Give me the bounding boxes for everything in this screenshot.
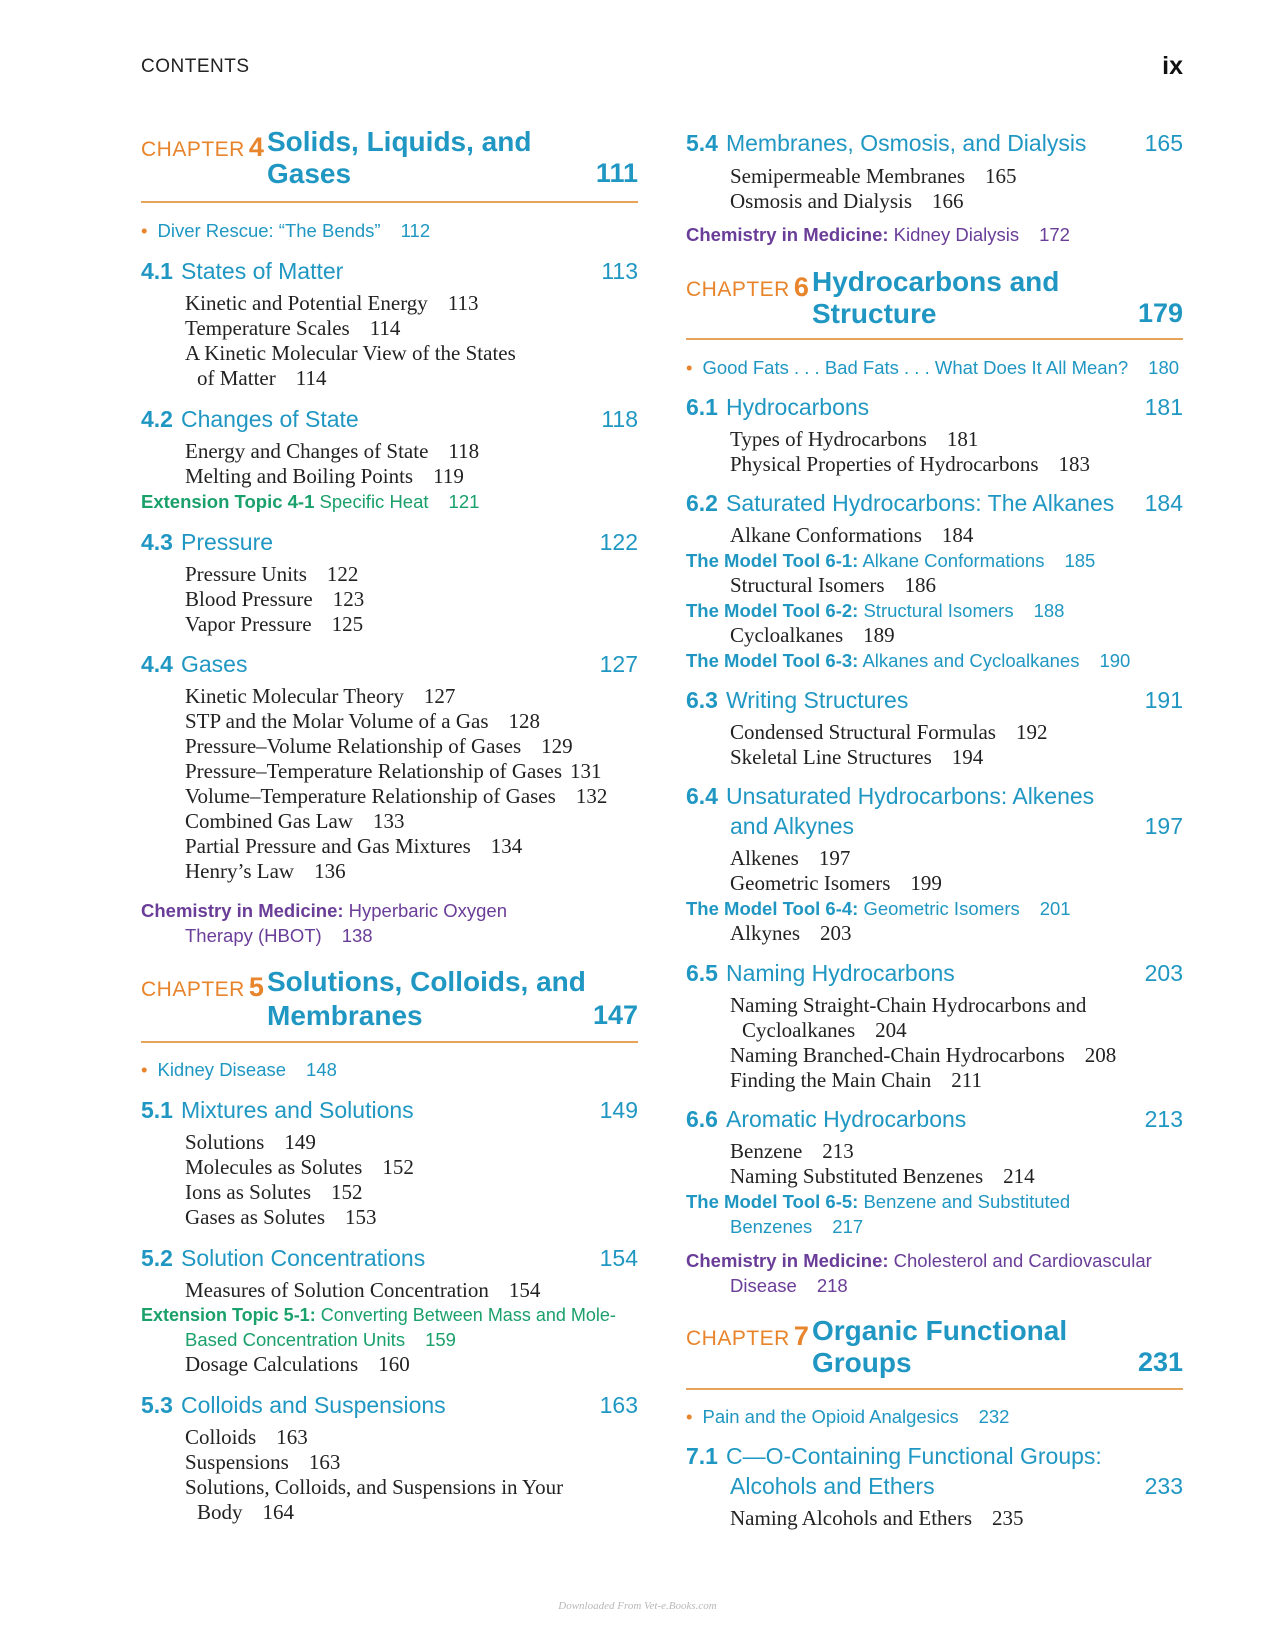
subsection: Henry’s Law 136 (185, 859, 346, 883)
subsection: Naming Alcohols and Ethers 235 (730, 1506, 1024, 1530)
page-number: ix (1162, 52, 1183, 80)
chemistry-in-medicine: Chemistry in Medicine: Cholesterol and Cardiovascular (686, 1250, 1152, 1271)
chemistry-in-medicine: Disease 218 (730, 1275, 848, 1296)
subsection: Benzene 213 (730, 1139, 854, 1163)
section-heading: 5.4 Membranes, Osmosis, and Dialysis 165 (686, 130, 1183, 156)
chapter-title: Hydrocarbons and (812, 266, 1060, 297)
chapter-rule (141, 201, 638, 203)
subsection: Temperature Scales 114 (185, 316, 401, 340)
chapter-number: 5 (248, 972, 264, 1002)
section-heading: 4.2 Changes of State 118 (141, 406, 638, 432)
subsection: Semipermeable Membranes 165 (730, 164, 1017, 188)
section-heading: 5.2 Solution Concentrations 154 (141, 1245, 638, 1271)
chapter-rule (686, 338, 1183, 340)
section-heading: 6.1 Hydrocarbons 181 (686, 394, 1183, 420)
subsection: Cycloalkanes 204 (742, 1018, 907, 1042)
subsection: Solutions 149 (185, 1130, 316, 1154)
chapter-feature: • Diver Rescue: “The Bends” 112 (141, 220, 431, 241)
subsection: Physical Properties of Hydrocarbons 183 (730, 452, 1091, 476)
bullet-icon: • (686, 357, 693, 378)
subsection: Ions as Solutes 152 (185, 1180, 363, 1204)
chapter-page: 111 (595, 158, 638, 188)
subsection: Cycloalkanes 189 (730, 623, 895, 647)
model-tool: The Model Tool 6-2: Structural Isomers 188 (686, 600, 1065, 621)
subsection: Combined Gas Law 133 (185, 809, 405, 833)
chapter-label: CHAPTER (141, 138, 245, 161)
chapter-page: 147 (592, 1000, 638, 1030)
subsection: Volume–Temperature Relationship of Gases 132 (185, 784, 608, 808)
subsection: Naming Branched-Chain Hydrocarbons 208 (730, 1043, 1117, 1067)
chemistry-in-medicine: Chemistry in Medicine: Hyperbaric Oxygen (141, 900, 507, 921)
subsection: Geometric Isomers 199 (730, 871, 942, 895)
chapter-title: Solids, Liquids, and (267, 126, 532, 157)
extension-topic: Based Concentration Units 159 (185, 1329, 456, 1350)
chapter-label: CHAPTER (141, 978, 245, 1001)
chemistry-in-medicine: Therapy (HBOT) 138 (185, 925, 373, 946)
chapter-rule (141, 1041, 638, 1043)
subsection: Alkenes 197 (730, 846, 851, 870)
section-heading: and Alkynes 197 (730, 813, 1183, 839)
subsection: of Matter 114 (197, 366, 327, 390)
subsection: Blood Pressure 123 (185, 587, 365, 611)
subsection: Dosage Calculations 160 (185, 1352, 410, 1376)
chapter-title: Groups (812, 1347, 912, 1378)
bullet-icon: • (141, 220, 148, 241)
chapter-heading (141, 124, 638, 194)
bullet-icon: • (141, 1059, 148, 1080)
chapter-heading (686, 1313, 1183, 1383)
model-tool: The Model Tool 6-4: Geometric Isomers 201 (686, 898, 1071, 919)
subsection: Solutions, Colloids, and Suspensions in Your (185, 1475, 564, 1499)
subsection: Naming Substituted Benzenes 214 (730, 1164, 1035, 1188)
subsection: STP and the Molar Volume of a Gas 128 (185, 709, 540, 733)
chapter-title: Membranes (267, 1000, 423, 1031)
chapter-rule (686, 1388, 1183, 1390)
model-tool: Benzenes 217 (730, 1216, 864, 1237)
chapter-feature: • Good Fats . . . Bad Fats . . . What Does It All Mean? 180 (686, 357, 1180, 378)
subsection: Pressure–Volume Relationship of Gases 129 (185, 734, 573, 758)
subsection: Melting and Boiling Points 119 (185, 464, 464, 488)
section-heading: 6.5 Naming Hydrocarbons 203 (686, 960, 1183, 986)
section-heading: 4.3 Pressure 122 (141, 529, 638, 555)
extension-topic: Extension Topic 4-1 Specific Heat 121 (141, 491, 480, 512)
chapter-heading (141, 964, 638, 1034)
chemistry-in-medicine: Chemistry in Medicine: Kidney Dialysis 172 (686, 224, 1070, 245)
subsection: Alkynes 203 (730, 921, 852, 945)
subsection: Structural Isomers 186 (730, 573, 937, 597)
subsection: Colloids 163 (185, 1425, 308, 1449)
subsection: Osmosis and Dialysis 166 (730, 189, 964, 213)
chapter-number: 4 (248, 132, 264, 162)
section-heading: 4.4 Gases 127 (141, 651, 638, 677)
subsection: Gases as Solutes 153 (185, 1205, 377, 1229)
model-tool: The Model Tool 6-5: Benzene and Substituted (686, 1191, 1071, 1212)
chapter-title: Organic Functional (812, 1315, 1068, 1346)
chapter-title: Structure (812, 298, 937, 329)
subsection: Finding the Main Chain 211 (730, 1068, 982, 1092)
watermark: Downloaded From Vet-e.Books.com (558, 1600, 717, 1612)
subsection: Pressure Units 122 (185, 562, 359, 586)
subsection: Kinetic and Potential Energy 113 (185, 291, 479, 315)
subsection: Measures of Solution Concentration 154 (185, 1278, 541, 1302)
subsection: Types of Hydrocarbons 181 (730, 427, 979, 451)
model-tool: The Model Tool 6-1: Alkane Conformations 185 (686, 550, 1096, 571)
section-heading: 5.3 Colloids and Suspensions 163 (141, 1392, 638, 1418)
chapter-title: Solutions, Colloids, and (267, 966, 586, 997)
subsection: Suspensions 163 (185, 1450, 341, 1474)
section-heading: Alcohols and Ethers 233 (730, 1473, 1183, 1499)
subsection: Energy and Changes of State 118 (185, 439, 480, 463)
subsection: Vapor Pressure 125 (185, 612, 364, 636)
chapter-label: CHAPTER (686, 278, 790, 301)
section-heading: 6.4 Unsaturated Hydrocarbons: Alkenes (686, 783, 1095, 809)
extension-topic: Extension Topic 5-1: Converting Between Mass and Mole- (141, 1305, 616, 1325)
subsection: Skeletal Line Structures 194 (730, 745, 984, 769)
chapter-page: 179 (1137, 298, 1183, 328)
section-heading: 4.1 States of Matter 113 (141, 258, 638, 284)
chapter-number: 6 (793, 272, 809, 302)
chapter-page: 231 (1137, 1347, 1183, 1377)
chapter-title: Gases (267, 158, 352, 189)
model-tool: The Model Tool 6-3: Alkanes and Cycloalkanes 190 (686, 650, 1131, 671)
chapter-heading (686, 264, 1183, 334)
subsection: A Kinetic Molecular View of the States (185, 341, 516, 365)
subsection: Condensed Structural Formulas 192 (730, 720, 1048, 744)
bullet-icon: • (686, 1406, 693, 1427)
subsection: Kinetic Molecular Theory 127 (185, 684, 456, 708)
section-heading: 5.1 Mixtures and Solutions 149 (141, 1097, 638, 1123)
subsection: Naming Straight-Chain Hydrocarbons and (730, 993, 1087, 1017)
subsection: Molecules as Solutes 152 (185, 1155, 414, 1179)
section-heading: 6.2 Saturated Hydrocarbons: The Alkanes 184 (686, 490, 1183, 516)
chapter-feature: • Kidney Disease 148 (141, 1059, 337, 1080)
section-heading: 6.3 Writing Structures 191 (686, 687, 1183, 713)
chapter-feature: • Pain and the Opioid Analgesics 232 (686, 1406, 1010, 1427)
running-header-label: CONTENTS (141, 56, 250, 77)
subsection: Pressure–Temperature Relationship of Gases 131 (185, 759, 602, 783)
subsection: Body 164 (197, 1500, 295, 1524)
chapter-number: 7 (793, 1321, 809, 1351)
subsection: Alkane Conformations 184 (730, 523, 974, 547)
section-heading: 6.6 Aromatic Hydrocarbons 213 (686, 1106, 1183, 1132)
section-heading: 7.1 C—O-Containing Functional Groups: (686, 1443, 1102, 1469)
subsection: Partial Pressure and Gas Mixtures 134 (185, 834, 523, 858)
chapter-label: CHAPTER (686, 1327, 790, 1350)
